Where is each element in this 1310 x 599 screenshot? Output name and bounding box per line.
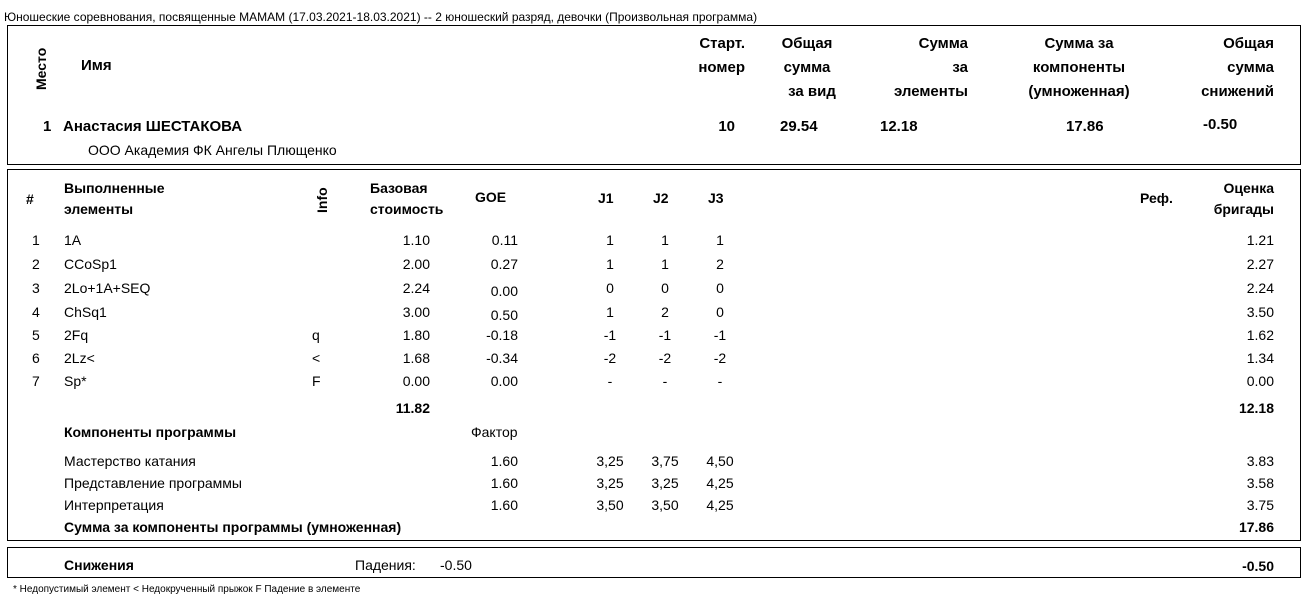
element-j2: 0 xyxy=(661,280,669,296)
element-base-value: 0.00 xyxy=(402,373,430,389)
event-title: Юношеские соревнования, посвященные МАМАМ (17.03.2021-18.03.2021) -- 2 юношеский разряд, девочки (Произвольная программа) xyxy=(4,10,758,24)
element-name: 2Lz< xyxy=(64,350,95,366)
elements-base-total: 11.82 xyxy=(395,400,430,416)
name-header: Имя xyxy=(81,57,112,74)
component-factor: 1.60 xyxy=(490,475,518,491)
deductions-total: -0.50 xyxy=(1242,558,1274,574)
element-j3: 0 xyxy=(716,280,724,296)
element-goe: 0.00 xyxy=(490,283,518,299)
element-j3: 2 xyxy=(716,256,724,272)
falls-value: -0.50 xyxy=(440,557,472,573)
component-factor: 1.60 xyxy=(490,497,518,513)
element-base-value: 3.00 xyxy=(402,304,430,320)
element-number: 7 xyxy=(32,373,40,389)
element-j1: 1 xyxy=(606,256,614,272)
element-j3: 0 xyxy=(716,304,724,320)
skater-start-number: 10 xyxy=(718,118,735,135)
element-info: F xyxy=(312,373,321,389)
element-base-value: 1.68 xyxy=(402,350,430,366)
component-j2: 3,75 xyxy=(651,453,679,469)
element-base-value: 1.80 xyxy=(402,327,430,343)
component-name: Интерпретация xyxy=(64,497,164,513)
element-j1: - xyxy=(607,373,613,389)
element-goe: -0.18 xyxy=(486,327,518,343)
element-goe: 0.11 xyxy=(491,232,518,248)
skater-club: ООО Академия ФК Ангелы Плющенко xyxy=(88,142,337,158)
element-goe: 0.00 xyxy=(490,373,518,389)
element-goe: 0.50 xyxy=(490,307,518,323)
skater-deductions: -0.50 xyxy=(1203,116,1238,133)
component-name: Мастерство катания xyxy=(64,453,196,469)
panel-score-header: Оценка бригады xyxy=(1213,180,1274,217)
total-score-header: Общая сумма за вид xyxy=(781,35,836,100)
deductions-total-header: Общая сумма снижений xyxy=(1201,35,1274,100)
element-goe: -0.34 xyxy=(486,350,518,366)
element-goe: 0.27 xyxy=(490,256,518,272)
element-name: CCoSp1 xyxy=(64,256,117,272)
element-number: 5 xyxy=(32,327,40,343)
component-j2: 3,25 xyxy=(651,475,679,491)
info-header: Info xyxy=(314,187,330,213)
element-number: 4 xyxy=(32,304,40,320)
j2-header: J2 xyxy=(653,190,669,206)
element-name: 2Lo+1A+SEQ xyxy=(64,280,151,296)
element-base-value: 2.24 xyxy=(402,280,430,296)
component-score: 3.83 xyxy=(1246,453,1274,469)
element-j1: 0 xyxy=(606,280,614,296)
goe-header: GOE xyxy=(475,189,507,205)
element-panel-score: 2.24 xyxy=(1246,280,1274,296)
element-panel-score: 1.34 xyxy=(1246,350,1274,366)
element-number: 6 xyxy=(32,350,40,366)
deductions-label: Снижения xyxy=(64,557,134,573)
element-j1: -2 xyxy=(603,350,617,366)
deductions-box xyxy=(7,547,1301,578)
element-j3: -1 xyxy=(713,327,727,343)
element-j2: 2 xyxy=(661,304,669,320)
element-name: ChSq1 xyxy=(64,304,107,320)
element-j2: -2 xyxy=(658,350,672,366)
skater-elements-score: 12.18 xyxy=(880,118,918,135)
skater-name: Анастасия ШЕСТАКОВА xyxy=(63,118,243,135)
element-j2: 1 xyxy=(661,232,669,248)
factor-header: Фактор xyxy=(471,424,518,440)
num-header: # xyxy=(26,191,34,207)
base-value-header: Базовая стоимость xyxy=(370,180,444,217)
component-j3: 4,25 xyxy=(706,475,734,491)
component-j1: 3,25 xyxy=(596,453,624,469)
skater-components-score: 17.86 xyxy=(1066,118,1104,135)
component-j2: 3,50 xyxy=(651,497,679,513)
element-number: 1 xyxy=(32,232,40,248)
element-j2: 1 xyxy=(661,256,669,272)
element-name: 2Fq xyxy=(64,327,89,343)
element-j1: 1 xyxy=(606,232,614,248)
element-base-value: 1.10 xyxy=(402,232,430,248)
components-total-header: Сумма за компоненты (умноженная) xyxy=(1028,35,1130,100)
component-j1: 3,25 xyxy=(596,475,624,491)
element-name: Sp* xyxy=(64,373,87,389)
components-total-score: 17.86 xyxy=(1238,519,1274,535)
skater-total-score: 29.54 xyxy=(780,118,818,135)
component-name: Представление программы xyxy=(64,475,242,491)
elements-score-total: 12.18 xyxy=(1238,400,1274,416)
components-title: Компоненты программы xyxy=(64,424,237,440)
components-total-label: Сумма за компоненты программы (умноженная) xyxy=(64,519,402,535)
j3-header: J3 xyxy=(708,190,724,206)
element-panel-score: 1.62 xyxy=(1246,327,1274,343)
component-score: 3.58 xyxy=(1246,475,1274,491)
element-j1: 1 xyxy=(606,304,614,320)
element-panel-score: 2.27 xyxy=(1246,256,1274,272)
element-panel-score: 3.50 xyxy=(1246,304,1274,320)
element-info: < xyxy=(312,350,321,366)
element-panel-score: 0.00 xyxy=(1246,373,1274,389)
element-j3: 1 xyxy=(716,232,724,248)
element-info: q xyxy=(312,327,320,343)
ref-header: Реф. xyxy=(1140,190,1173,206)
start-number-header: Старт. номер xyxy=(698,35,745,76)
element-j3: - xyxy=(717,373,723,389)
element-number: 3 xyxy=(32,280,40,296)
element-j3: -2 xyxy=(713,350,727,366)
j1-header: J1 xyxy=(598,190,614,206)
element-number: 2 xyxy=(32,256,40,272)
footnote: * Недопустимый элемент < Недокрученный прыжок F Падение в элементе xyxy=(13,584,361,595)
component-j3: 4,50 xyxy=(706,453,734,469)
element-j2: - xyxy=(662,373,668,389)
component-score: 3.75 xyxy=(1246,497,1274,513)
component-j3: 4,25 xyxy=(706,497,734,513)
element-name: 1A xyxy=(64,232,82,248)
skater-place: 1 xyxy=(43,118,52,135)
place-header: Место xyxy=(33,47,49,90)
component-factor: 1.60 xyxy=(490,453,518,469)
element-base-value: 2.00 xyxy=(402,256,430,272)
elements-total-header: Сумма за элементы xyxy=(893,35,968,100)
component-j1: 3,50 xyxy=(596,497,624,513)
element-j1: -1 xyxy=(603,327,617,343)
falls-label: Падения: xyxy=(355,557,416,573)
element-panel-score: 1.21 xyxy=(1246,232,1274,248)
element-j2: -1 xyxy=(658,327,672,343)
elements-header: Выполненные элементы xyxy=(64,180,165,217)
